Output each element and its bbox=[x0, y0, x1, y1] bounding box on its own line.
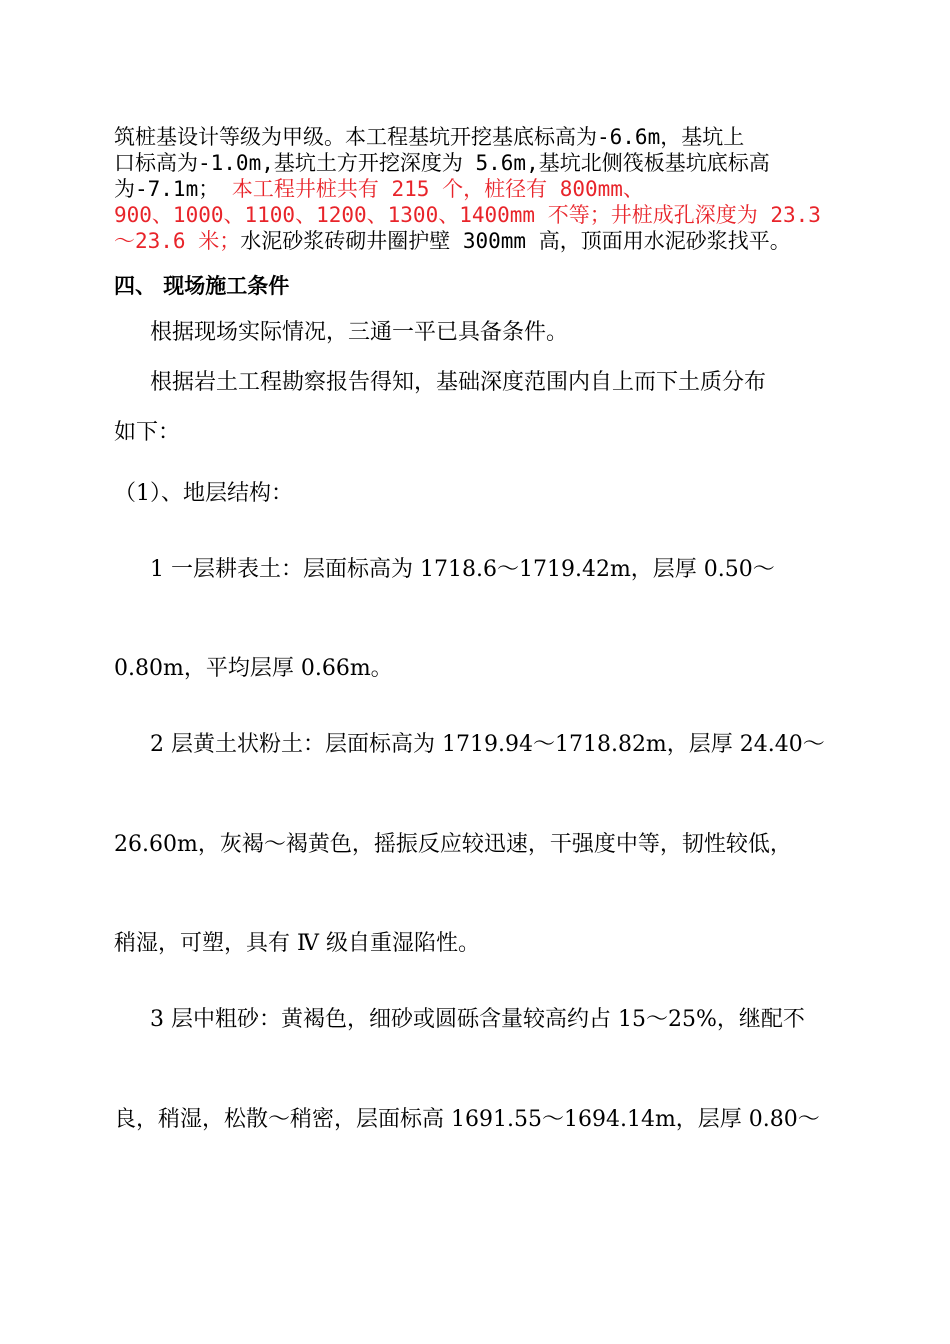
section-heading: 四、 现场施工条件 bbox=[114, 274, 290, 298]
paragraph-text: 为-7.1m； bbox=[114, 177, 232, 201]
paragraph-line: 根据岩土工程勘察报告得知，基础深度范围内自上而下土质分布 bbox=[150, 370, 767, 395]
paragraph-line: 筑桩基设计等级为甲级。本工程基坑开挖基底标高为-6.6m，基坑上 bbox=[114, 125, 745, 149]
sub-heading: （1）、地层结构： bbox=[114, 481, 293, 506]
layer-line: 3 层中粗砂：黄褐色，细砂或圆砾含量较高约占 15～25%，继配不 bbox=[150, 1007, 805, 1032]
layer-line: 0.80m，平均层厚 0.66m。 bbox=[114, 656, 393, 681]
paragraph-text: 水泥砂浆砖砌井圈护壁 300mm 高，顶面用水泥砂浆找平。 bbox=[240, 229, 791, 253]
layer-line: 26.60m，灰褐～褐黄色，摇振反应较迅速，干强度中等，韧性较低， bbox=[114, 832, 792, 857]
paragraph-line bbox=[114, 176, 644, 202]
paragraph-line: 如下： bbox=[114, 420, 181, 445]
layer-line: 稍湿，可塑，具有 Ⅳ 级自重湿陷性。 bbox=[114, 931, 480, 956]
layer-line: 良，稍湿，松散～稍密，层面标高 1691.55～1694.14m，层厚 0.80～ bbox=[114, 1107, 820, 1132]
layer-line: 1 一层耕表土：层面标高为 1718.6～1719.42m，层厚 0.50～ bbox=[150, 557, 775, 582]
paragraph-line: 根据现场实际情况，三通一平已具备条件。 bbox=[150, 320, 569, 345]
highlighted-text: 本工程井桩共有 215 个，桩径有 800mm、 bbox=[231, 177, 644, 201]
highlighted-line: 900、1000、1100、1200、1300、1400mm 不等；井桩成孔深度为 23.3 bbox=[114, 203, 821, 227]
layer-line: 2 层黄土状粉土：层面标高为 1719.94～1718.82m，层厚 24.40～ bbox=[150, 732, 825, 757]
paragraph-line bbox=[114, 228, 791, 254]
paragraph-line: 口标高为-1.0m,基坑土方开挖深度为 5.6m,基坑北侧筏板基坑底标高 bbox=[114, 151, 770, 175]
highlighted-text: ～23.6 米； bbox=[114, 229, 241, 253]
